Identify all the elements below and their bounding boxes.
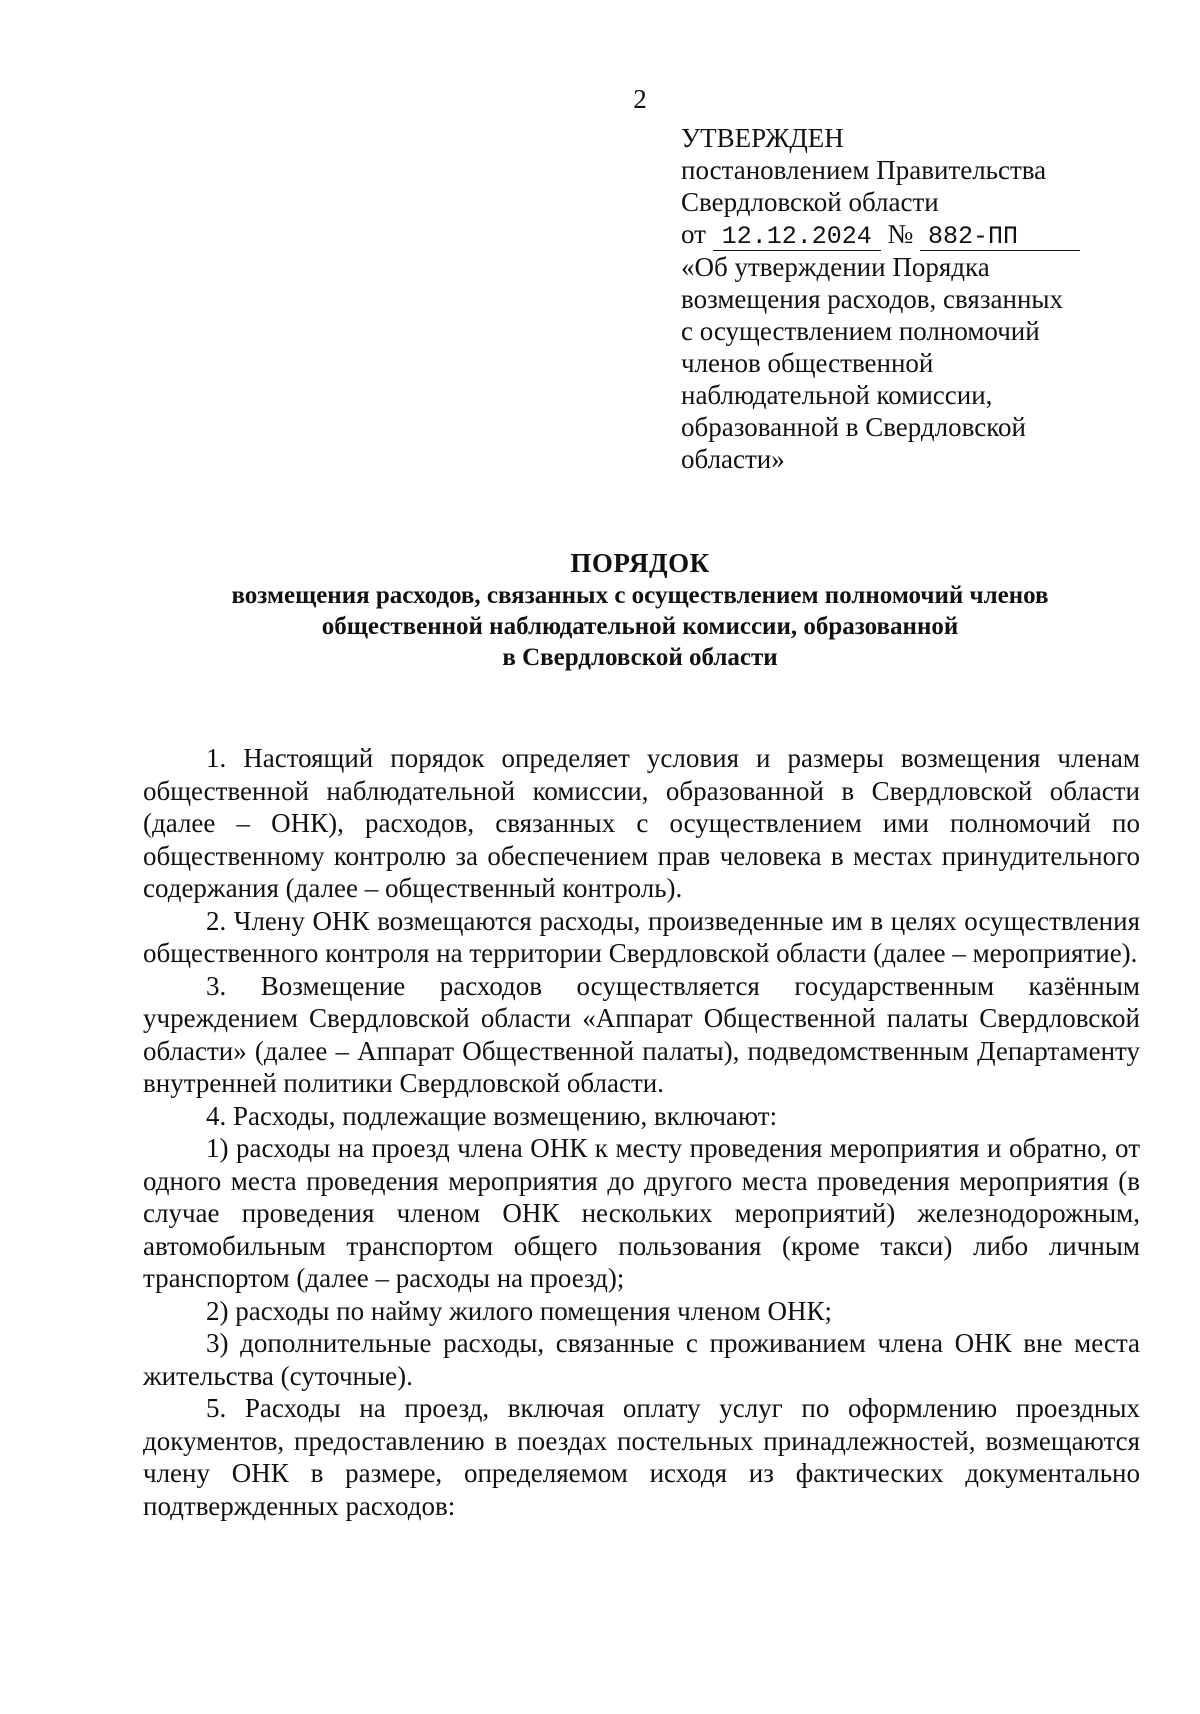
approval-status: УТВЕРЖДЕН [681, 123, 844, 153]
paragraph-4-item-2: 2) расходы по найму жилого помещения членом ОНК; [206, 1295, 832, 1326]
approval-date-number-line [681, 218, 1121, 251]
approval-line-2: Свердловской области [681, 187, 939, 217]
paragraph-4: 4. Расходы, подлежащие возмещению, включают: [206, 1100, 778, 1131]
document-title: ПОРЯДОК [570, 548, 710, 578]
approval-stamp-block [681, 122, 1121, 475]
paragraph-1: 1. Настоящий порядок определяет условия и размеры возмещения членам общественной наблюдательной комиссии, образованной в Свердловской области (далее – ОНК), расходов, связанных с осуществлением ими полномочий по общественному контролю за обеспечением прав человека в местах принудительного содержания (далее – общественный контроль). [143, 743, 1140, 903]
approval-number: 882-ПП [920, 224, 1080, 251]
approval-subject-line: возмещения расходов, связанных [681, 284, 1064, 314]
paragraph-4-item-3: 3) дополнительные расходы, связанные с проживанием члена ОНК вне места жительства (суточные). [143, 1328, 1140, 1391]
approval-date: 12.12.2024 [713, 224, 881, 251]
approval-subject-line: членов общественной [681, 348, 934, 378]
paragraph-4-item-1: 1) расходы на проезд члена ОНК к месту проведения мероприятия и обратно, от одного места проведения мероприятия до другого места проведения мероприятия (в случае проведения членом ОНК нескольких мероприятий) железнодорожным, автомобильным транспортом общего пользования (кроме такси) либо личным транспортом (далее – расходы на проезд); [143, 1133, 1140, 1293]
document-subtitle-line: в Свердловской области [502, 644, 778, 671]
document-subtitle-line: возмещения расходов, связанных с осуществлением полномочий членов [231, 582, 1049, 609]
approval-line-1: постановлением Правительства [681, 155, 1047, 185]
approval-subject-line: образованной в Свердловской [681, 412, 1026, 442]
paragraph-3: 3. Возмещение расходов осуществляется государственным казённым учреждением Свердловской области «Аппарат Общественной палаты Свердловской области» (далее – Аппарат Общественной палаты), подведомственным Департаменту внутренней политики Свердловской области. [143, 970, 1140, 1098]
date-prefix: от [681, 219, 706, 249]
document-title-block [140, 546, 1140, 673]
document-body [143, 742, 1140, 1522]
approval-subject-line: «Об утверждении Порядка [681, 252, 990, 282]
number-prefix: № [887, 219, 914, 249]
page-number: 2 [633, 84, 647, 114]
approval-subject-line: области» [681, 444, 785, 474]
paragraph-5: 5. Расходы на проезд, включая оплату услуг по оформлению проездных документов, предоставлению в поездах постельных принадлежностей, возмещаются члену ОНК в размере, определяемом исходя из фактических документально подтвержденных расходов: [143, 1393, 1140, 1521]
paragraph-2: 2. Члену ОНК возмещаются расходы, произведенные им в целях осуществления общественного контроля на территории Свердловской области (далее – мероприятие). [143, 905, 1140, 968]
approval-subject-line: с осуществлением полномочий [681, 316, 1040, 346]
approval-subject-line: наблюдательной комиссии, [681, 380, 993, 410]
document-subtitle-line: общественной наблюдательной комиссии, образованной [321, 613, 959, 640]
